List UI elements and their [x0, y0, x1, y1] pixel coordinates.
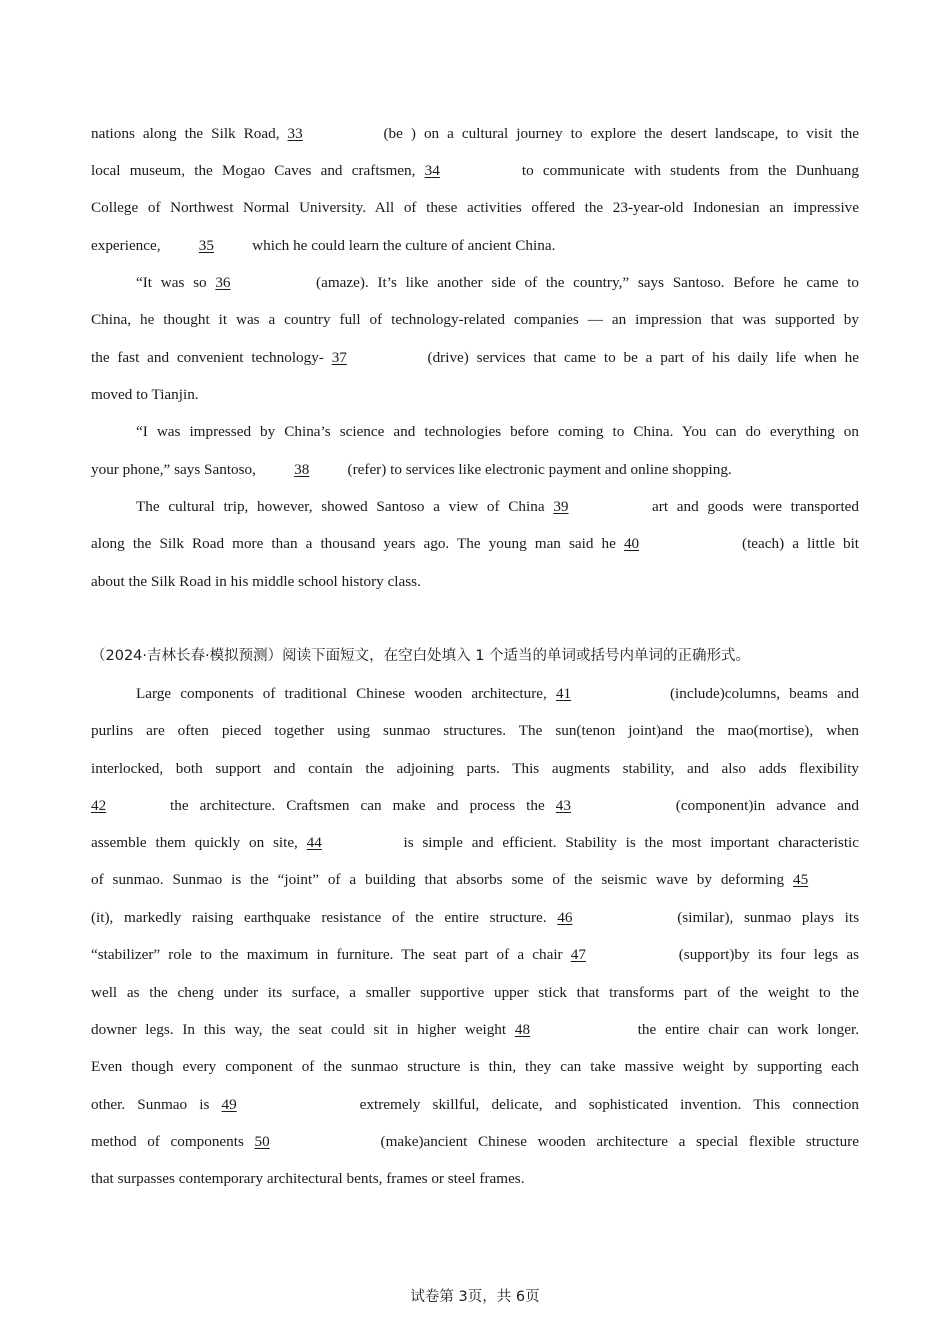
text-segment: interlocked, both support and contain the adjoining parts. This augments stability, and also adds flexibility: [91, 760, 859, 777]
text-segment: your phone,” says Santoso,: [91, 461, 260, 478]
text-segment: the fast and convenient technology-: [91, 349, 332, 366]
text-line: [91, 384, 859, 406]
text-segment: China, he thought it was a country full of technology-related companies — an impression that was supported by: [91, 311, 859, 328]
text-line: [136, 421, 859, 443]
text-segment: (drive) services that came to be a part of his daily life when he: [419, 349, 859, 366]
text-segment: (amaze). It’s like another side of the country,” says Santoso. Before he came to: [307, 274, 859, 291]
text-line: [91, 832, 859, 854]
text-segment: method of components: [91, 1133, 255, 1150]
answer-blank-40[interactable]: 40: [623, 535, 640, 552]
text-segment: local museum, the Mogao Caves and craftsmen,: [91, 162, 425, 179]
text-segment: experience,: [91, 237, 165, 254]
text-segment: downer legs. In this way, the seat could sit in higher weight: [91, 1021, 515, 1038]
text-line: [136, 272, 859, 294]
text-segment: extremely skillful, delicate, and sophisticated invention. This connection: [347, 1096, 859, 1113]
text-line: [91, 758, 859, 780]
answer-blank-41[interactable]: 41: [555, 685, 572, 702]
text-line: [91, 197, 859, 219]
text-segment: (include)columns, beams and: [669, 685, 860, 702]
text-line: [91, 309, 859, 331]
text-segment: along the Silk Road more than a thousand years ago. The young man said he: [91, 535, 624, 552]
answer-blank-37[interactable]: 37: [331, 349, 347, 366]
text-segment: art and goods were transported: [643, 498, 859, 515]
text-segment: (it), markedly raising earthquake resistance of the entire structure.: [91, 909, 558, 926]
answer-blank-42[interactable]: 42: [91, 797, 107, 814]
answer-blank-43[interactable]: 43: [555, 797, 571, 814]
text-line: [91, 720, 859, 742]
text-segment: well as the cheng under its surface, a smaller supportive upper stick that transforms part of the weight to the: [91, 984, 859, 1001]
answer-blank-34[interactable]: 34: [424, 162, 440, 179]
text-segment: of sunmao. Sunmao is the “joint” of a building that absorbs some of the seismic wave by deforming: [91, 871, 793, 888]
text-line: [91, 1131, 859, 1153]
answer-blank-35[interactable]: 35: [198, 237, 214, 254]
text-segment: Even though every component of the sunmao structure is thin, they can take massive weight by supporting each: [91, 1058, 859, 1075]
text-line: [91, 571, 859, 593]
text-line: [91, 1056, 859, 1078]
text-segment: other. Sunmao is: [91, 1096, 222, 1113]
text-segment: assemble them quickly on site,: [91, 834, 307, 851]
text-segment: about the Silk Road in his middle school history class.: [91, 573, 421, 590]
text-segment: which he could learn the culture of ancient China.: [248, 237, 556, 254]
answer-blank-45[interactable]: 45: [793, 871, 809, 888]
answer-blank-46[interactable]: 46: [557, 909, 573, 926]
text-line: [91, 982, 859, 1004]
answer-blank-49[interactable]: 49: [221, 1096, 237, 1113]
text-segment: “I was impressed by China’s science and technologies before coming to China. You can do everything on: [136, 423, 859, 440]
text-line: [91, 533, 859, 555]
section-heading: （2024·吉林长春·模拟预测）阅读下面短文，在空白处填入 1 个适当的单词或括号内单词的正确形式。: [91, 648, 751, 664]
text-line: [91, 869, 859, 891]
text-segment: “stabilizer” role to the maximum in furniture. The seat part of a chair: [91, 946, 571, 963]
text-segment: the architecture. Craftsmen can make and process the: [159, 797, 556, 814]
text-segment: (component)in advance and: [675, 797, 859, 814]
answer-blank-47[interactable]: 47: [570, 946, 586, 963]
answer-blank-44[interactable]: 44: [306, 834, 322, 851]
text-segment: College of Northwest Normal University. All of these activities offered the 23-year-old Indonesian an impressive: [91, 199, 859, 216]
answer-blank-33[interactable]: 33: [287, 125, 303, 142]
text-segment: (be ) on a cultural journey to explore the desert landscape, to visit the: [375, 125, 859, 142]
text-segment: Large components of traditional Chinese wooden architecture,: [136, 685, 556, 702]
text-line: [91, 235, 859, 257]
text-line: [91, 459, 859, 481]
text-line: [91, 907, 859, 929]
text-segment: “It was so: [136, 274, 216, 291]
page-footer: 试卷第 3页，共 6页: [410, 1289, 540, 1305]
text-line: [91, 944, 859, 966]
text-line: [91, 347, 859, 369]
text-line: [91, 123, 859, 145]
text-segment: nations along the Silk Road,: [91, 125, 288, 142]
text-line: [136, 496, 859, 518]
text-segment: (support)by its four legs as: [678, 946, 859, 963]
answer-blank-39[interactable]: 39: [553, 498, 569, 515]
text-line: [91, 795, 859, 817]
text-line: [136, 683, 859, 705]
text-segment: (teach) a little bit: [733, 535, 860, 552]
text-line: [91, 1168, 859, 1190]
text-segment: that surpasses contemporary architectural bents, frames or steel frames.: [91, 1170, 525, 1187]
answer-blank-38[interactable]: 38: [294, 461, 310, 478]
text-segment: (make)ancient Chinese wooden architecture a special flexible structure: [380, 1133, 859, 1150]
answer-blank-36[interactable]: 36: [215, 274, 231, 291]
text-segment: moved to Tianjin.: [91, 386, 199, 403]
answer-blank-50[interactable]: 50: [254, 1133, 270, 1150]
text-line: [91, 160, 859, 182]
text-segment: is simple and efficient. Stability is the most important characteristic: [394, 834, 860, 851]
text-segment: the entire chair can work longer.: [628, 1021, 859, 1038]
text-line: [91, 1019, 859, 1041]
text-segment: (refer) to services like electronic payment and online shopping.: [343, 461, 732, 478]
text-segment: to communicate with students from the Dunhuang: [512, 162, 859, 179]
text-segment: (similar), sunmao plays its: [677, 909, 859, 926]
text-segment: purlins are often pieced together using sunmao structures. The sun(tenon joint)and the mao(mortise), when: [91, 722, 859, 739]
answer-blank-48[interactable]: 48: [514, 1021, 531, 1038]
text-line: [91, 1094, 859, 1116]
text-segment: The cultural trip, however, showed Santoso a view of China: [136, 498, 554, 515]
